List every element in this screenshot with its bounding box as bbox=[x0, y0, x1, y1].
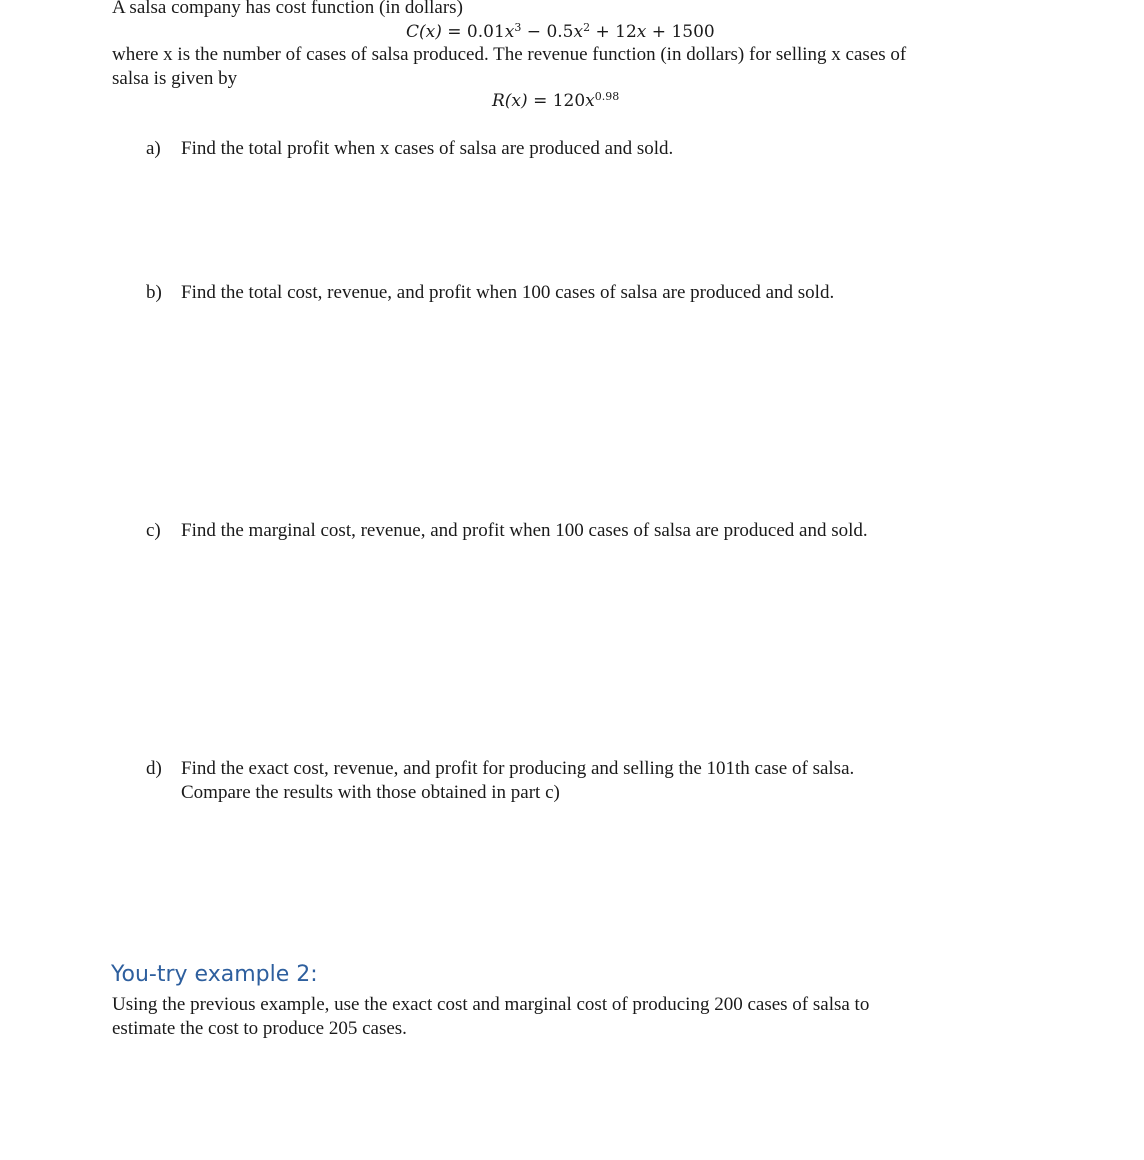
question-c-label: c) bbox=[146, 520, 161, 541]
cost-equation bbox=[406, 20, 715, 44]
cost-op-1: − bbox=[526, 22, 542, 42]
question-d-text-line-1: Find the exact cost, revenue, and profit for producing and selling the 101th case of salsa. bbox=[181, 758, 855, 779]
you-try-line-2: estimate the cost to produce 205 cases. bbox=[112, 1018, 407, 1039]
question-d-label: d) bbox=[146, 758, 162, 779]
cost-term-1-var: x bbox=[504, 22, 515, 42]
cost-term-2-var: x bbox=[573, 22, 584, 42]
question-c-text: Find the marginal cost, revenue, and profit when 100 cases of salsa are produced and sold. bbox=[181, 520, 868, 541]
cost-term-3-var: x bbox=[636, 22, 647, 42]
you-try-heading: You-try example 2: bbox=[111, 962, 318, 987]
you-try-line-1: Using the previous example, use the exact cost and marginal cost of producing 200 cases of salsa to bbox=[112, 994, 870, 1015]
revenue-exp: 0.98 bbox=[594, 90, 620, 103]
question-a-label: a) bbox=[146, 138, 161, 159]
question-b-label: b) bbox=[146, 282, 162, 303]
cost-term-2-exp: 2 bbox=[583, 21, 591, 34]
intro-line-3: salsa is given by bbox=[112, 68, 238, 89]
cost-op-3: + bbox=[651, 22, 667, 42]
cost-equation-equals: = bbox=[447, 22, 462, 42]
cost-equation-lhs: C(x) bbox=[406, 22, 442, 42]
revenue-equation-equals: = bbox=[533, 91, 548, 111]
cost-term-1-exp: 3 bbox=[514, 21, 522, 34]
revenue-equation bbox=[492, 89, 619, 113]
question-a-text: Find the total profit when x cases of salsa are produced and sold. bbox=[181, 138, 674, 159]
cost-term-2-coef: 0.5 bbox=[546, 22, 574, 42]
cost-term-1-coef: 0.01 bbox=[466, 22, 505, 42]
revenue-equation-lhs: R(x) bbox=[492, 91, 528, 111]
cost-term-4: 1500 bbox=[671, 22, 715, 42]
revenue-var: x bbox=[585, 91, 595, 111]
cost-op-2: + bbox=[595, 22, 610, 42]
intro-line-2: where x is the number of cases of salsa produced. The revenue function (in dollars) for selling x cases of bbox=[112, 44, 907, 65]
cost-term-3-coef: 12 bbox=[615, 22, 637, 42]
question-d-text-line-2: Compare the results with those obtained in part c) bbox=[181, 782, 560, 803]
intro-line-1: A salsa company has cost function (in dollars) bbox=[112, 0, 463, 18]
question-b-text: Find the total cost, revenue, and profit when 100 cases of salsa are produced and sold. bbox=[181, 282, 835, 303]
revenue-coef: 120 bbox=[552, 91, 586, 111]
